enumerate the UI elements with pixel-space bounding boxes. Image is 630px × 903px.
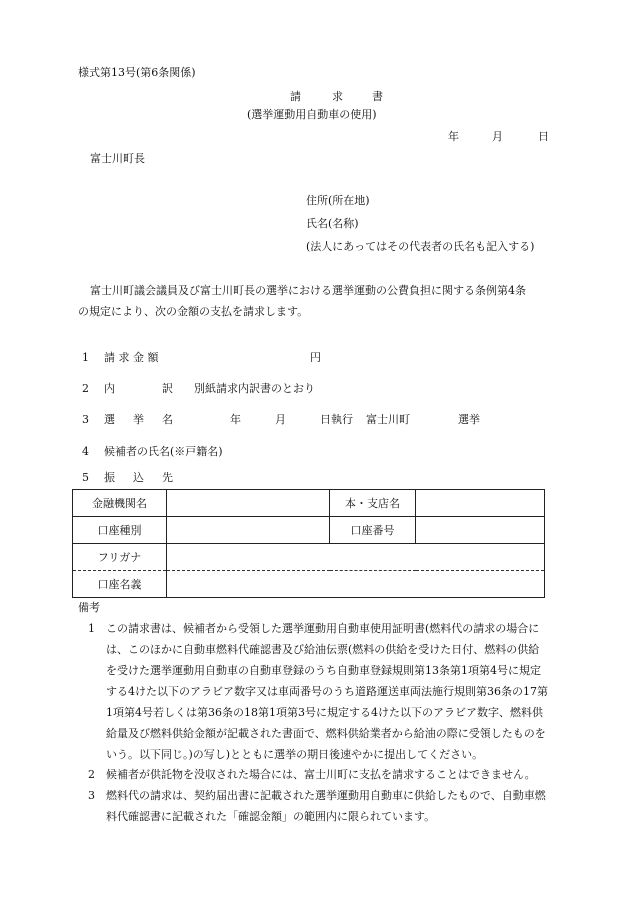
addressee: 富士川町長 <box>90 152 145 165</box>
item-5-label-b: 込 <box>133 471 144 484</box>
name-label: 氏名(名称) <box>306 217 359 230</box>
body-line-1: 富士川町議会議員及び富士川町長の選挙における選挙運動の公費負担に関する条例第4条 <box>90 284 526 297</box>
title-char-2: 求 <box>332 90 343 103</box>
item-3-label-b: 挙 <box>133 413 144 426</box>
item-3-label-c: 名 <box>162 413 173 426</box>
remark-2-num: 2 <box>88 768 95 781</box>
address-label: 住所(所在地) <box>306 194 370 207</box>
item-3-year: 年 <box>230 413 241 426</box>
item-5-num: 5 <box>82 471 89 484</box>
applicant-note: (法人にあってはその代表者の氏名も記入する) <box>306 240 535 253</box>
date-year: 年 <box>448 130 459 143</box>
title-char-1: 請 <box>290 90 301 103</box>
account-name-cell[interactable] <box>167 571 545 598</box>
item-1-label: 請 求 金 額 <box>104 351 159 364</box>
bank-name-label: 金融機関名 <box>73 490 167 517</box>
account-type-cell[interactable] <box>167 517 330 544</box>
item-3-num: 3 <box>82 413 89 426</box>
bank-name-cell[interactable] <box>167 490 330 517</box>
item-2-label-b: 訳 <box>162 382 173 395</box>
subtitle: (選挙運動用自動車の使用) <box>247 108 377 121</box>
remark-3-num: 3 <box>88 789 95 802</box>
date-day: 日 <box>538 130 549 143</box>
item-3-month: 月 <box>275 413 286 426</box>
title-char-3: 書 <box>372 90 383 103</box>
account-number-label: 口座番号 <box>330 517 416 544</box>
item-2-num: 2 <box>82 382 89 395</box>
furigana-cell[interactable] <box>167 544 545 571</box>
item-3-exec: 日執行 <box>320 413 353 426</box>
item-4-label: 候補者の氏名(※戸籍名) <box>104 445 223 458</box>
item-1-num: 1 <box>82 351 89 364</box>
date-month: 月 <box>492 130 503 143</box>
item-2-value: 別紙請求内訳書のとおり <box>194 382 315 395</box>
item-4-num: 4 <box>82 445 89 458</box>
remark-1-num: 1 <box>88 622 95 635</box>
item-2-label-a: 内 <box>104 382 115 395</box>
furigana-label: フリガナ <box>73 544 167 571</box>
item-5-label-a: 振 <box>104 471 115 484</box>
account-name-label: 口座名義 <box>73 571 167 598</box>
remarks-heading: 備考 <box>78 601 100 614</box>
item-3-label-a: 選 <box>104 413 115 426</box>
account-type-label: 口座種別 <box>73 517 167 544</box>
account-number-cell[interactable] <box>416 517 545 544</box>
bank-table <box>72 489 545 598</box>
branch-cell[interactable] <box>416 490 545 517</box>
remark-2-text: 候補者が供託物を没収された場合には、富士川町に支払を請求することはできません。 <box>106 768 536 781</box>
branch-label: 本・支店名 <box>330 490 416 517</box>
body-line-2: の規定により、次の金額の支払を請求します。 <box>78 305 309 318</box>
item-1-value: 円 <box>310 351 321 364</box>
item-3-election: 選挙 <box>458 413 480 426</box>
form-number: 様式第13号(第6条関係) <box>78 66 196 79</box>
item-3-town: 富士川町 <box>366 413 410 426</box>
remark-1-text: この請求書は、候補者から受領した選挙運動用自動車使用証明書(燃料代の請求の場合には、このほかに自動車燃料代確認書及び給油伝票(燃料の供給を受けた日付、燃料の供給を受けた選挙運動用自動車の自動車登録のうち自動車登録規則第13条第1項第4号に規定する4けた以下のアラビア数字又は車両番号のうち道路運送車両法施行規則第36条の17第1項第4号若しくは第36条の18第1項第3号に規定する4けた以下のアラビア数字、燃料供給量及び燃料供給金額が記載された書面で、燃料供給業者から給油の際に受領したものをいう。以下同じ。)の写し)とともに選挙の期日後速やかに提出してください。 <box>106 622 548 761</box>
remark-3-text: 燃料代の請求は、契約届出書に記載された選挙運動用自動車に供給したもので、自動車燃料代確認書に記載された「確認金額」の範囲内に限られています。 <box>106 789 546 823</box>
item-5-label-c: 先 <box>162 471 173 484</box>
